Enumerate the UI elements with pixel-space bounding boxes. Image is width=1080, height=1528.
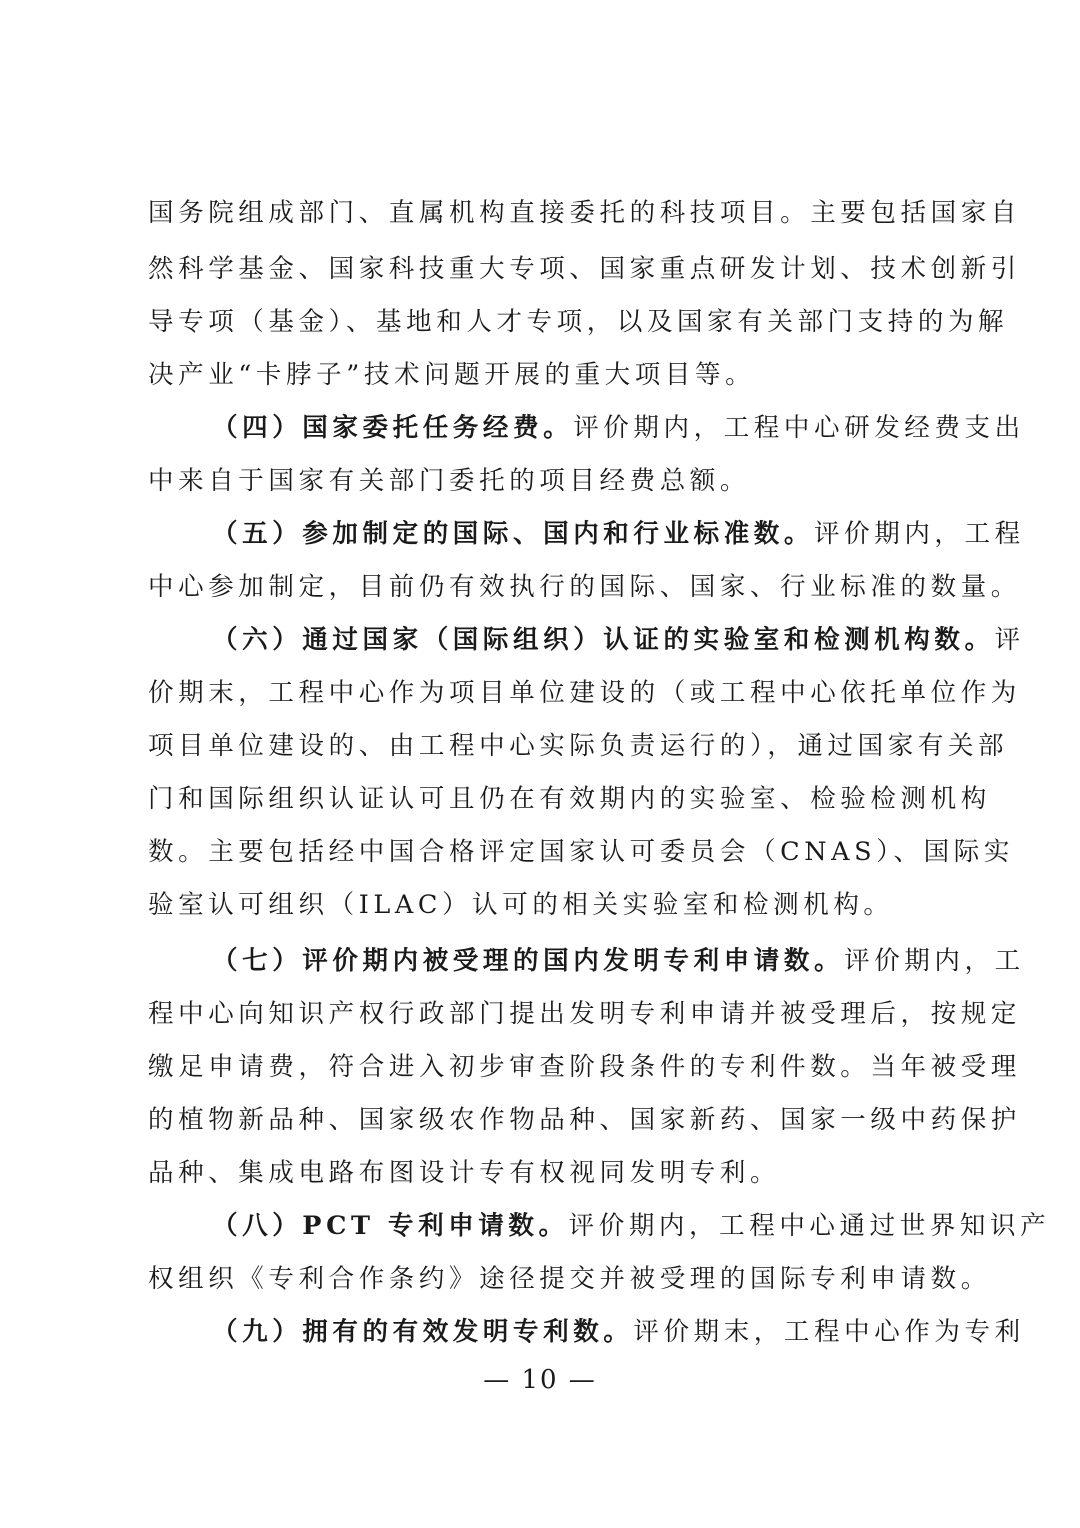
text-line: 门和国际组织认证认可且仍在有效期内的实验室、检验检测机构 bbox=[148, 784, 991, 814]
text-run: 评价期内，工程 bbox=[814, 519, 1025, 549]
text-line: 国务院组成部门、直属机构直接委托的科技项目。主要包括国家自 bbox=[148, 198, 1021, 228]
text-line: 验室认可组织（ILAC）认可的相关实验室和检测机构。 bbox=[148, 890, 894, 920]
text-line: 导专项（基金）、基地和人才专项，以及国家有关部门支持的为解 bbox=[148, 307, 1009, 337]
text-line: 中心参加制定，目前仍有效执行的国际、国家、行业标准的数量。 bbox=[148, 572, 1021, 602]
text-line: 项目单位建设的、由工程中心实际负责运行的），通过国家有关部 bbox=[148, 731, 1009, 761]
text-run: 评价期内，工程中心研发经费支出 bbox=[573, 413, 1025, 443]
paragraph-first-line bbox=[212, 941, 1025, 981]
text-line: 程中心向知识产权行政部门提出发明专利申请并被受理后，按规定 bbox=[148, 999, 1021, 1029]
paragraph-first-line bbox=[212, 620, 1025, 660]
section-heading: （八）PCT 专利申请数。 bbox=[212, 1211, 569, 1241]
text-run: 评 bbox=[994, 625, 1025, 655]
text-line: 决产业“卡脖子”技术问题开展的重大项目等。 bbox=[148, 360, 756, 390]
paragraph-first-line bbox=[212, 1312, 1025, 1352]
text-run: 评价期内，工程中心通过世界知识产 bbox=[568, 1211, 1051, 1241]
section-heading: （五）参加制定的国际、国内和行业标准数。 bbox=[212, 519, 815, 549]
text-line: 然科学基金、国家科技重大专项、国家重点研发计划、技术创新引 bbox=[148, 254, 1021, 284]
text-line: 缴足申请费，符合进入初步审查阶段条件的专利件数。当年被受理 bbox=[148, 1052, 1021, 1082]
section-heading: （九）拥有的有效发明专利数。 bbox=[212, 1317, 634, 1347]
text-line: 的植物新品种、国家级农作物品种、国家新药、国家一级中药保护 bbox=[148, 1105, 1021, 1135]
paragraph-first-line bbox=[212, 514, 1025, 554]
text-line: 中来自于国家有关部门委托的项目经费总额。 bbox=[148, 466, 751, 496]
text-line: 数。主要包括经中国合格评定国家认可委员会（CNAS）、国际实 bbox=[148, 837, 1014, 867]
text-run: 评价期末，工程中心作为专利 bbox=[633, 1317, 1025, 1347]
paragraph-first-line bbox=[212, 1206, 1051, 1246]
paragraph-first-line bbox=[212, 408, 1025, 448]
section-heading: （七）评价期内被受理的国内发明专利申请数。 bbox=[212, 946, 845, 976]
text-line: 品种、集成电路布图设计专有权视同发明专利。 bbox=[148, 1158, 781, 1188]
page-number: — 10 — bbox=[483, 1365, 597, 1395]
section-heading: （四）国家委托任务经费。 bbox=[212, 413, 574, 443]
text-run: 评价期内，工 bbox=[844, 946, 1025, 976]
text-line: 权组织《专利合作条约》途径提交并被受理的国际专利申请数。 bbox=[148, 1264, 991, 1294]
text-line: 价期末，工程中心作为项目单位建设的（或工程中心依托单位作为 bbox=[148, 678, 1021, 708]
section-heading: （六）通过国家（国际组织）认证的实验室和检测机构数。 bbox=[212, 625, 995, 655]
